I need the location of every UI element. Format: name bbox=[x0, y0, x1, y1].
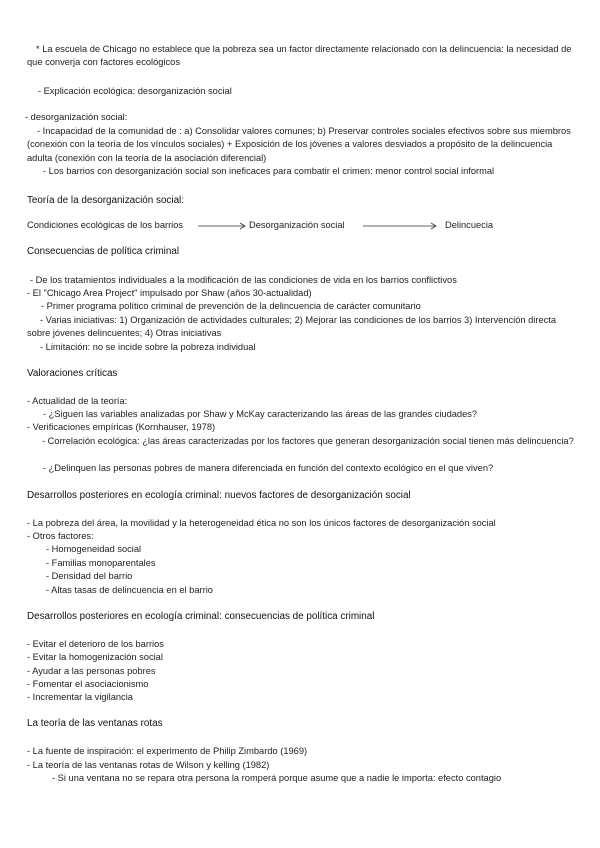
factores-heading: Desarrollos posteriores en ecología criminal: nuevos factores de desorganización social bbox=[27, 490, 411, 501]
list-item: - Familias monoparentales bbox=[46, 558, 156, 568]
list-item: - Actualidad de la teoría: bbox=[27, 396, 128, 406]
desorganizacion-label: - desorganización social: bbox=[25, 112, 128, 122]
list-item: - Altas tasas de delincuencia en el barrio bbox=[46, 585, 213, 595]
barrios-item: - Los barrios con desorganización social son ineficaces para combatir el crimen: menor control social informal bbox=[43, 166, 495, 176]
list-item: - El "Chicago Area Project" impulsado por Shaw (años 30-actualidad) bbox=[27, 288, 312, 298]
arrow-right-icon bbox=[197, 219, 247, 233]
list-item: - Ayudar a las personas pobres bbox=[27, 666, 156, 676]
list-item: - Si una ventana no se repara otra persona la romperá porque asume que a nadie le importa: efecto contagio bbox=[52, 773, 502, 783]
ecological-explanation: - Explicación ecológica: desorganización social bbox=[38, 86, 232, 96]
list-item: - La pobreza del área, la movilidad y la heterogeneidad ética no son los únicos factores de desorganización social bbox=[27, 518, 496, 528]
flow-diagram bbox=[27, 219, 575, 233]
list-item: - Correlación ecológica: ¿las áreas caracterizadas por los factores que generan desorganización social tienen más delincuencia? bbox=[42, 436, 574, 446]
list-item: - ¿Siguen las variables analizadas por Shaw y McKay caracterizando las áreas de las grandes ciudades? bbox=[43, 409, 478, 419]
list-item: - Verificaciones empíricas (Kornhauser, 1978) bbox=[27, 422, 216, 432]
arrow-right-icon bbox=[362, 219, 438, 233]
incapacity-item: - Incapacidad de la comunidad de : a) Consolidar valores comunes; b) Preservar controles sociales efectivos sobre sus miembros (conexión con la teoría de los vínculos sociales) + Exposición de los jóvenes a valores desviados a propósito de la delincuencia adulta (conexión con la teoría de la asociación diferencial) bbox=[27, 126, 571, 163]
flow-step-condiciones: Condiciones ecológicas de los barrios bbox=[27, 220, 184, 230]
flow-step-delincuencia: Delincuecia bbox=[445, 220, 494, 230]
list-item: - Densidad del barrio bbox=[46, 571, 133, 581]
list-item: - Fomentar el asociacionismo bbox=[27, 679, 149, 689]
list-item: - ¿Delinquen las personas pobres de manera diferenciada en función del contexto ecológico en el que viven? bbox=[43, 463, 494, 473]
ventanas-heading: La teoría de las ventanas rotas bbox=[27, 718, 163, 729]
list-item: - De los tratamientos individuales a la modificación de las condiciones de vida en los barrios conflictivos bbox=[30, 275, 457, 285]
list-item: - La fuente de inspiración: el experimento de Philip Zimbardo (1969) bbox=[27, 746, 308, 756]
list-item: - La teoría de las ventanas rotas de Wilson y kelling (1982) bbox=[27, 760, 270, 770]
list-item: - Incrementar la vigilancia bbox=[27, 692, 133, 702]
list-item: - Primer programa político criminal de prevención de la delincuencia de carácter comunitario bbox=[41, 301, 421, 311]
list-item: - Varias iniciativas: 1) Organización de actividades culturales; 2) Mejorar las condiciones de los barrios 3) Intervención directa sobre jóvenes delincuentes; 4) Otras iniciativas bbox=[27, 315, 557, 339]
consecuencias-heading: Consecuencias de política criminal bbox=[27, 246, 180, 257]
politica-heading: Desarrollos posteriores en ecología criminal: consecuencias de política criminal bbox=[27, 611, 375, 622]
list-item: - Evitar el deterioro de los barrios bbox=[27, 639, 164, 649]
list-item: - Limitación: no se incide sobre la pobreza individual bbox=[40, 342, 256, 352]
list-item: - Evitar la homogenización social bbox=[27, 652, 163, 662]
flow-step-desorganizacion: Desorganización social bbox=[249, 220, 345, 230]
list-item: - Otros factores: bbox=[27, 531, 94, 541]
chicago-note: * La escuela de Chicago no establece que la pobreza sea un factor directamente relacionado con la delincuencia: la necesidad de que converja con factores ecológicos bbox=[27, 44, 572, 68]
teoria-heading: Teoría de la desorganización social: bbox=[27, 195, 184, 206]
valoraciones-heading: Valoraciones críticas bbox=[27, 368, 118, 379]
list-item: - Homogeneidad social bbox=[46, 544, 142, 554]
